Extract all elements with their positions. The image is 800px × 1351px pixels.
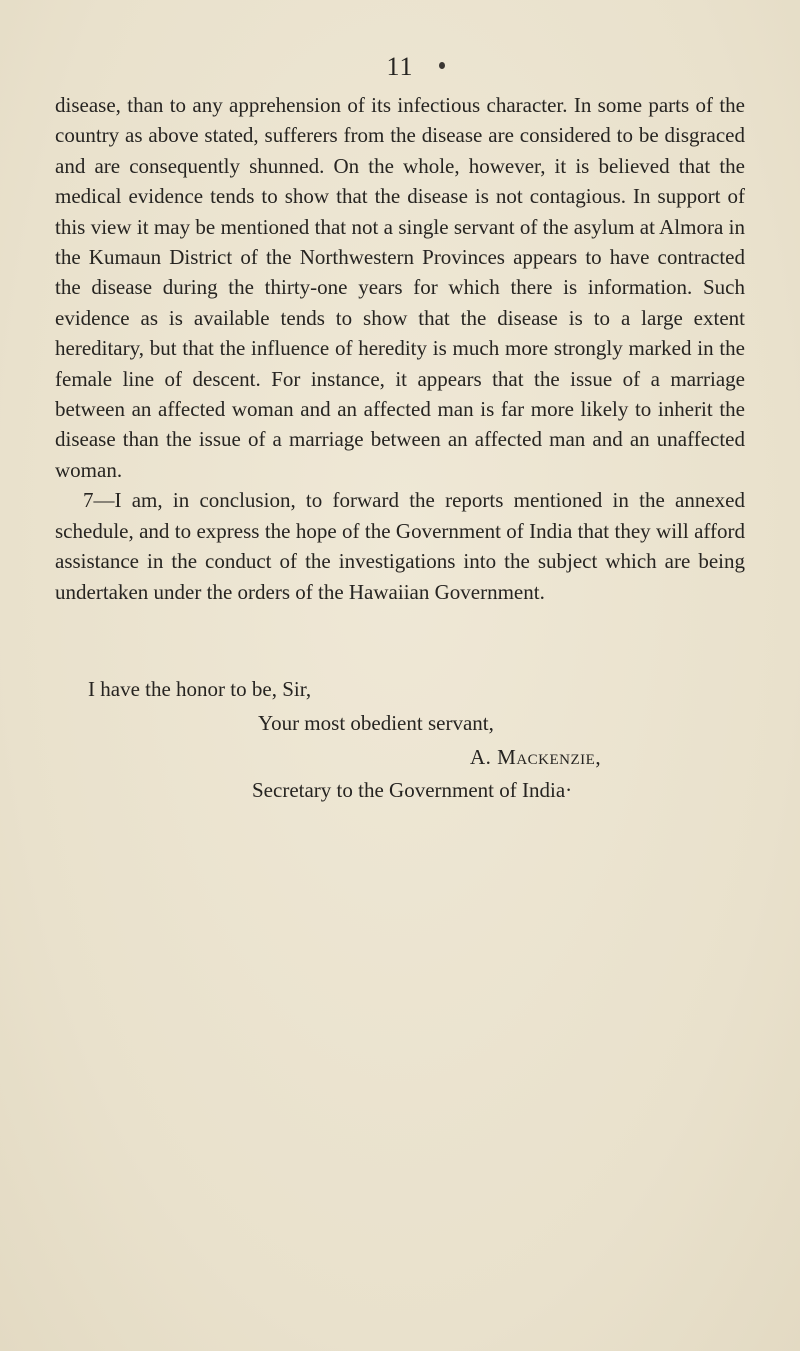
- paragraph-7: 7—I am, in conclusion, to forward the reports mentioned in the annexed schedule, and to express the hope of the Government of India that they will afford assistance in the conduct of the investigations into the subject which are being undertaken under the orders of the Hawaiian Government.: [55, 488, 745, 604]
- page-number: 11: [386, 52, 414, 81]
- valediction: Your most obedient servant,: [258, 711, 494, 735]
- salutation: I have the honor to be, Sir,: [88, 677, 312, 701]
- ink-speck: [439, 62, 445, 69]
- paragraph-continued: disease, than to any apprehension of its infectious character. In some parts of the country as above stated, sufferers from the disease are considered to be disgraced and are consequently shunned. On the whole, however, it is believed that the medical evidence tends to show that the disease is not contagious. In support of this view it may be mentioned that not a single servant of the asylum at Almora in the Kumaun District of the Northwestern Provinces appears to have contracted the disease during the thirty-one years for which there is information. Such evidence as is available tends to show that the disease is to a large extent hereditary, but that the influence of heredity is much more strongly marked in the female line of descent. For instance, it appears that the issue of a marriage between an affected woman and an affected man is far more likely to inherit the disease than the issue of a marriage between an affected man and an unaffected woman.: [55, 93, 745, 482]
- signatory-title: Secretary to the Government of India·: [252, 778, 573, 802]
- letter-body: [55, 90, 745, 607]
- signature: A. Mackenzie,: [470, 745, 602, 769]
